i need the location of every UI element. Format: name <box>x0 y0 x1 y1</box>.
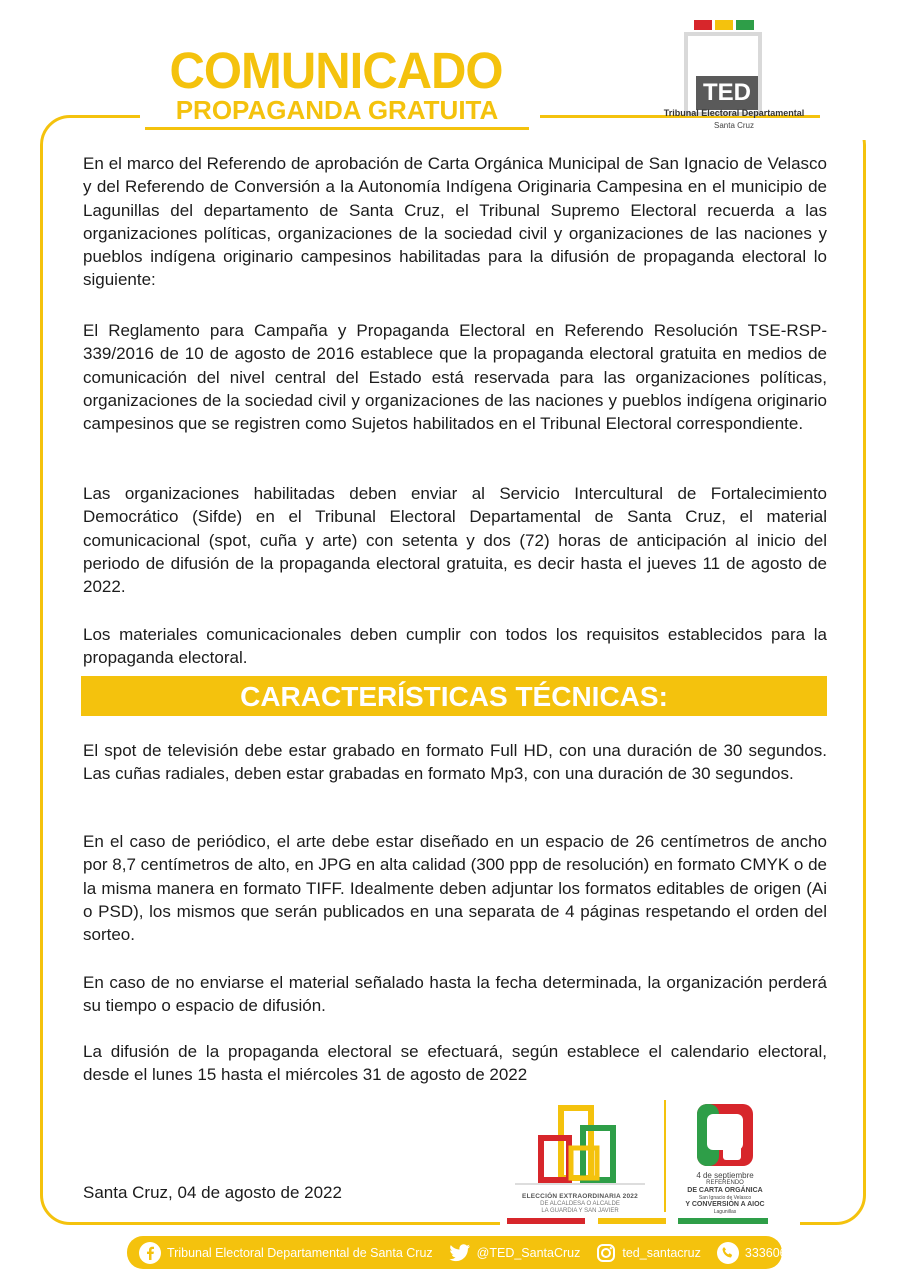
date-line: Santa Cruz, 04 de agosto de 2022 <box>83 1183 342 1202</box>
facebook-icon <box>139 1242 161 1264</box>
footer-phone[interactable] <box>717 1242 794 1264</box>
paragraph-submission: Las organizaciones habilitadas deben enviar al Servicio Intercultural de Fortalecimiento Democrático (Sifde) en el Tribunal Electoral Departamental de Santa Cruz, el material comunicacional (spot, cuña y arte) con setenta y dos (72) horas de anticipación al inicio del periodo de difusión de la propaganda electoral gratuita, es decir hasta el jueves 11 de agosto de 2022. <box>83 484 827 597</box>
footer-instagram[interactable] <box>596 1243 701 1263</box>
paragraph-spot: El spot de televisión debe estar grabado en formato Full HD, con una duración de 30 segundos. Las cuñas radiales, deben estar grabadas en formato Mp3, con una duración de 30 segundos. <box>83 741 827 784</box>
color-bar-green <box>678 1218 768 1224</box>
footer-facebook-label: Tribunal Electoral Departamental de Santa Cruz <box>167 1245 433 1260</box>
referendum-date: 4 de septiembre <box>696 1171 754 1180</box>
election-caption-2: DE ALCALDESA O ALCALDE <box>540 1201 620 1207</box>
ted-color-bars <box>694 20 754 30</box>
page-subtitle: PROPAGANDA GRATUITA <box>175 95 499 125</box>
election-caption-3: LA GUARDIA Y SAN JAVIER <box>541 1208 619 1214</box>
footer-instagram-label: ted_santacruz <box>622 1245 701 1260</box>
twitter-icon <box>449 1244 471 1262</box>
referendum-line-4: Y CONVERSIÓN A AIOC <box>685 1201 765 1208</box>
referendum-line-3: San Ignacio de Velasco <box>698 1195 752 1201</box>
referendum-logo-graphic <box>675 1100 775 1170</box>
title-underline <box>145 127 529 130</box>
paragraph-penalty: En caso de no enviarse el material señalado hasta la fecha determinada, la organización perderá su tiempo o espacio de difusión. <box>83 973 827 1016</box>
paragraph-newspaper: En el caso de periódico, el arte debe estar diseñado en un espacio de 26 centímetros de ancho por 8,7 centímetros de alto, en JPG en alta calidad (300 ppp de resolución) en formato CMYK o de la misma manera en formato TIFF. Idealmente deben adjuntar los formatos editables de origen (Ai o PSD), los mismos que serán publicados en una separata de 4 páginas respetando el orden del sorteo. <box>83 832 827 945</box>
paragraph-schedule: La difusión de la propaganda electoral se efectuará, según establece el calendario electoral, desde el lunes 15 hasta el miércoles 31 de agosto de 2022 <box>83 1042 827 1085</box>
footer-twitter[interactable] <box>449 1244 581 1262</box>
page-title: COMUNICADO <box>169 42 503 100</box>
referendum-line-2: DE CARTA ORGÁNICA <box>687 1187 763 1194</box>
referendum-line-5: Lagunillas <box>713 1209 737 1215</box>
frame-gap-right <box>820 100 880 140</box>
election-logo-graphic <box>505 1100 655 1192</box>
paragraph-intro: En el marco del Referendo de aprobación de Carta Orgánica Municipal de San Ignacio de Velasco y del Referendo de Conversión a la Autonomía Indígena Originaria Campesina en el municipio de Lagunillas del departamento de Santa Cruz, el Tribunal Supremo Electoral recuerda a las organizaciones políticas, organizaciones de la sociedad civil y organizaciones de las naciones y pueblos indígena originario campesinos habilitadas para la difusión de propaganda electoral lo siguiente: <box>83 154 827 290</box>
ted-abbr: TED <box>696 76 758 110</box>
election-caption-1: ELECCIÓN EXTRAORDINARIA 2022 <box>522 1193 638 1200</box>
section-banner <box>81 676 827 716</box>
footer-facebook[interactable] <box>139 1242 433 1264</box>
footer-bar <box>127 1236 794 1269</box>
color-bar-red <box>507 1218 585 1224</box>
ted-city: Santa Cruz <box>713 121 755 130</box>
logo-divider <box>664 1100 666 1212</box>
paragraph-regulation: El Reglamento para Campaña y Propaganda Electoral en Referendo Resolución TSE-RSP-339/2016 de 10 de agosto de 2016 establece que la propaganda electoral gratuita en medios de comunicación del nivel central del Estado está reservada para las organizaciones políticas, organizaciones de la sociedad civil y organizaciones de las naciones y pueblos indígena originario campesinos que se registren como Sujetos habilitados en el Tribunal Electoral correspondiente. <box>83 321 827 434</box>
ted-name: Tribunal Electoral Departamental <box>663 108 805 118</box>
ted-box <box>684 32 762 116</box>
phone-icon <box>717 1242 739 1264</box>
paragraph-requirements: Los materiales comunicacionales deben cumplir con todos los requisitos establecidos para la propaganda electoral. <box>83 625 827 668</box>
election-logo <box>505 1100 655 1215</box>
footer-twitter-label: @TED_SantaCruz <box>476 1245 581 1260</box>
footer-phone-label: 3336068 <box>744 1245 794 1260</box>
ted-logo <box>663 20 806 132</box>
instagram-icon <box>596 1243 616 1263</box>
referendum-line-1: REFERENDO <box>706 1180 744 1186</box>
section-title: CARACTERÍSTICAS TÉCNICAS: <box>240 681 668 712</box>
color-bar-yellow <box>598 1218 666 1224</box>
referendum-logo <box>675 1100 775 1215</box>
